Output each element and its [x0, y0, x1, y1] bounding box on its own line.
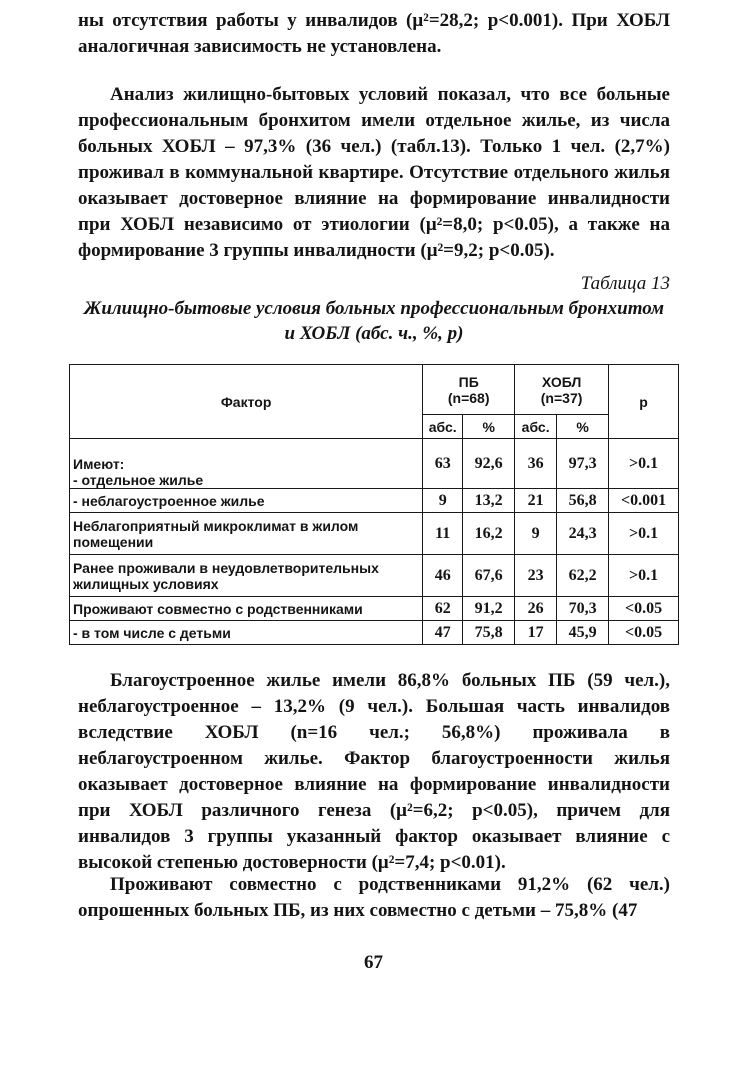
subheader-abs-1: абс.	[423, 415, 463, 439]
row-factor: - неблагоустроенное жилье	[70, 489, 423, 513]
row-abs-copd: 21	[515, 489, 557, 513]
table-row	[70, 513, 679, 555]
row-p-value: <0.001	[609, 489, 679, 513]
row-abs-pb: 62	[423, 597, 463, 621]
page-number: 67	[364, 952, 383, 973]
subheader-pct-2: %	[557, 415, 609, 439]
row-pct-pb: 16,2	[463, 513, 515, 555]
row-pct-copd: 97,3	[557, 439, 609, 489]
row-pct-copd: 56,8	[557, 489, 609, 513]
paragraph-1: ны отсутствия работы у инвалидов (μ²=28,2; p<0.001). При ХОБЛ аналогичная зависимость не установлена.	[78, 10, 670, 57]
row-abs-copd: 17	[515, 621, 557, 645]
data-table	[69, 364, 679, 645]
row-abs-pb: 47	[423, 621, 463, 645]
table-row	[70, 439, 679, 489]
row-abs-copd: 23	[515, 555, 557, 597]
row-pct-pb: 75,8	[463, 621, 515, 645]
table-header-row	[70, 365, 679, 415]
row-abs-pb: 9	[423, 489, 463, 513]
header-group-copd	[515, 365, 609, 415]
row-p-value: >0.1	[609, 555, 679, 597]
row-abs-copd: 36	[515, 439, 557, 489]
header-group-pb	[423, 365, 515, 415]
row-pct-pb: 91,2	[463, 597, 515, 621]
paragraph-2: Анализ жилищно-бытовых условий показал, что все больные профессиональным бронхитом имели отдельное жилье, из числа больных ХОБЛ – 97,3% (36 чел.) (табл.13). Только 1 чел. (2,7%) проживал в коммунальной квартире. Отсутствие отдельного жилья оказывает достоверное влияние на формирование инвалидности при ХОБЛ независимо от этиологии (μ²=8,0; p<0.05), а также на формирование 3 группы инвалидности (μ²=9,2; p<0.05).	[78, 84, 670, 261]
row-factor: Имеют: - отдельное жилье	[70, 439, 423, 489]
paragraph-3: Благоустроенное жилье имели 86,8% больных ПБ (59 чел.), неблагоустроенное – 13,2% (9 чел.). Большая часть инвалидов вследствие ХОБЛ (n=16 чел.; 56,8%) проживала в неблагоустроенном жилье. Фактор благоустроенности жилья оказывает достоверное влияние на формирование инвалидности при ХОБЛ различного генеза (μ²=6,2; p<0.05), причем для инвалидов 3 группы указанный фактор оказывает влияние с высокой степенью достоверности (μ²=7,4; p<0.01).	[78, 670, 670, 873]
row-abs-pb: 46	[423, 555, 463, 597]
row-abs-copd: 9	[515, 513, 557, 555]
row-p-value: <0.05	[609, 621, 679, 645]
subheader-pct-1: %	[463, 415, 515, 439]
table-body	[70, 439, 679, 645]
row-abs-pb: 11	[423, 513, 463, 555]
header-group-pb-title: ПБ	[458, 373, 479, 390]
row-abs-copd: 26	[515, 597, 557, 621]
row-pct-pb: 13,2	[463, 489, 515, 513]
row-factor: Ранее проживали в неудовлетворительных жилищных условиях	[70, 555, 423, 597]
header-factor: Фактор	[70, 365, 423, 439]
row-pct-copd: 70,3	[557, 597, 609, 621]
row-factor: - в том числе с детьми	[70, 621, 423, 645]
header-p: р	[609, 365, 679, 439]
header-group-copd-n: (n=37)	[540, 389, 583, 406]
subheader-abs-2: абс.	[515, 415, 557, 439]
table-caption: Жилищно-бытовые условия больных профессиональным бронхитом и ХОБЛ (абс. ч., %, р)	[83, 298, 665, 344]
row-pct-copd: 62,2	[557, 555, 609, 597]
row-factor: Проживают совместно с родственниками	[70, 597, 423, 621]
table-row	[70, 597, 679, 621]
table-row	[70, 555, 679, 597]
row-p-value: >0.1	[609, 439, 679, 489]
table-label: Таблица 13	[580, 273, 670, 294]
header-group-pb-n: (n=68)	[447, 389, 490, 406]
row-abs-pb: 63	[423, 439, 463, 489]
table-row	[70, 489, 679, 513]
row-pct-pb: 92,6	[463, 439, 515, 489]
row-pct-copd: 45,9	[557, 621, 609, 645]
row-p-value: >0.1	[609, 513, 679, 555]
row-factor: Неблагоприятный микроклимат в жилом помещении	[70, 513, 423, 555]
table-row	[70, 621, 679, 645]
row-p-value: <0.05	[609, 597, 679, 621]
paragraph-4: Проживают совместно с родственниками 91,2% (62 чел.) опрошенных больных ПБ, из них совместно с детьми – 75,8% (47	[78, 874, 670, 921]
row-pct-pb: 67,6	[463, 555, 515, 597]
row-pct-copd: 24,3	[557, 513, 609, 555]
header-group-copd-title: ХОБЛ	[541, 373, 582, 390]
